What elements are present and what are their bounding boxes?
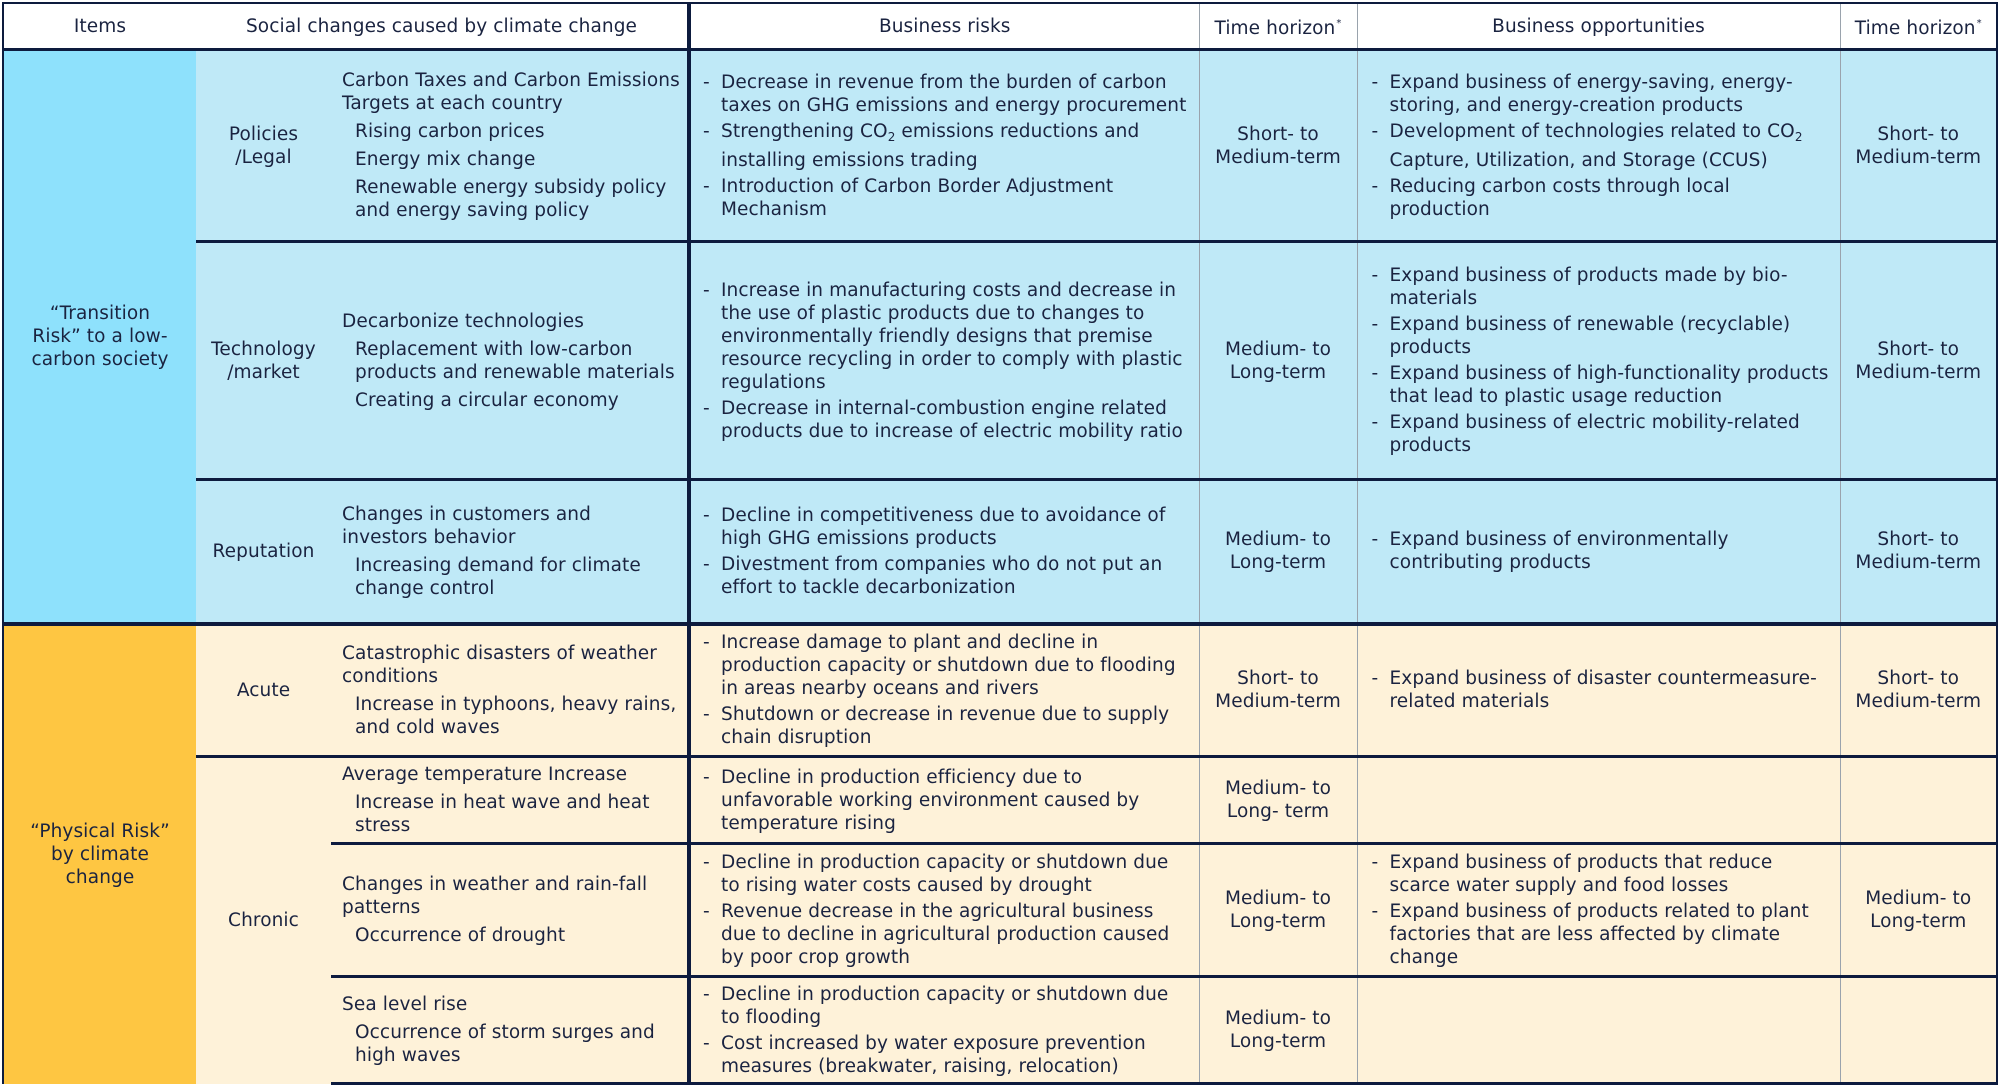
social-changes-cell [331,242,689,480]
business-risk-item: - Revenue decrease in the agricultural business due to decline in agricultural production caused by poor crop growth [699,900,1191,969]
time-horizon-value: Short- to Medium-term [1855,529,1982,574]
business-risk-item-list [699,983,1191,1078]
social-change-item: Renewable energy subsidy policy and energy saving policy [355,177,667,221]
business-opportunities-cell [1357,624,1840,757]
business-opportunity-item: - Expand business of environmentally contributing products [1368,528,1834,574]
opportunity-time-horizon [1840,844,1997,977]
header-business-opportunities-label: Business opportunities [1492,15,1705,37]
business-risk-item: - Decline in competitiveness due to avoidance of high GHG emissions products [699,504,1191,550]
time-horizon-value: Medium- to Long-term [1224,1008,1332,1052]
social-change-title: Catastrophic disasters of weather conditions [342,642,657,687]
business-risk-item: - Increase damage to plant and decline in production capacity or shutdown due to flooding in areas nearby oceans and rivers [699,631,1191,700]
opportunity-time-horizon [1840,977,1997,1084]
time-horizon-value: Medium- to Long- term [1224,778,1332,822]
business-opportunity-item: - Development of technologies related to $CO_2$ Capture, Utilization, and Storage (CCUS) [1368,120,1834,172]
subcategory-label: Reputation [212,540,315,562]
business-risk-item: - Divestment from companies who do not put an effort to tackle decarbonization [699,553,1191,599]
business-risk-item: - Decline in production efficiency due to unfavorable working environment caused by temperature rising [699,766,1191,835]
business-risk-item: - Strengthening $CO_2$ emissions reductions and installing emissions trading [699,120,1191,172]
business-risks-cell [689,624,1199,757]
business-risk-item-list [699,279,1191,443]
business-risk-item: - Decline in production capacity or shutdown due to rising water costs caused by drought [699,851,1191,897]
business-opportunity-item-list [1368,71,1834,221]
time-horizon-value: Short- to Medium-term [1215,123,1341,168]
social-change-title: Decarbonize technologies [342,310,584,332]
footnote-mark: * [1976,18,1982,29]
business-risk-item: - Increase in manufacturing costs and decrease in the use of plastic products due to changes to environmentally friendly designs that premise resource recycling in order to comply with plastic regulations [699,279,1191,394]
risk-time-horizon [1199,242,1357,480]
social-changes-cell [331,50,689,242]
table-row [3,624,1997,757]
header-social-changes-label: Social changes caused by climate change [245,15,638,37]
subscript-2: 2 [887,129,896,144]
social-change-item: Rising carbon prices [355,121,545,142]
social-change-title: Changes in customers and investors behavior [342,503,591,548]
business-risks-cell [689,50,1199,242]
header-business-risks-label: Business risks [878,15,1011,37]
social-change-item: Occurrence of storm surges and high waves [355,1022,655,1066]
subcategory-label: Policies /Legal [228,123,299,168]
subcategory-cell [196,624,331,757]
business-risks-cell [689,480,1199,624]
header-business-risks [689,3,1199,50]
risk-time-horizon [1199,624,1357,757]
business-risk-item: - Decrease in revenue from the burden of carbon taxes on GHG emissions and energy procurement [699,71,1191,117]
time-horizon-value: Medium- to Long-term [1224,338,1332,383]
business-opportunity-item: - Expand business of products that reduce scarce water supply and food losses [1368,851,1834,897]
category-physical-risk [3,624,196,1084]
business-risks-cell [689,242,1199,480]
footnote-mark: * [1336,18,1342,29]
business-opportunity-item-list [1368,667,1834,713]
business-opportunities-cell [1357,242,1840,480]
business-risk-item-list [699,71,1191,221]
table-row [3,757,1997,844]
social-change-item: Occurrence of drought [355,925,566,946]
business-opportunity-item: - Expand business of energy-saving, energy-storing, and energy-creation products [1368,71,1834,117]
subcategory-label: Acute [236,679,291,701]
business-opportunity-item-list [1368,851,1834,969]
business-opportunity-item: - Reducing carbon costs through local production [1368,175,1834,221]
table-row [3,242,1997,480]
opportunity-time-horizon [1840,480,1997,624]
social-changes-cell [331,757,689,844]
header-social-changes [196,3,689,50]
header-row [3,3,1997,50]
header-time-horizon-label: Time horizon [1214,18,1336,39]
social-changes-cell [331,977,689,1084]
time-horizon-value: Short- to Medium-term [1855,123,1982,168]
business-opportunity-item: - Expand business of high-functionality products that lead to plastic usage reduction [1368,362,1834,408]
social-change-item: Increasing demand for climate change control [355,554,641,599]
business-opportunities-cell [1357,50,1840,242]
subscript-2: 2 [1794,129,1803,144]
social-change-item: Increase in typhoons, heavy rains, and cold waves [355,693,677,738]
social-change-title: Sea level rise [342,994,468,1015]
social-change-item: Energy mix change [355,149,536,170]
business-opportunity-item-list [1368,528,1834,574]
social-changes-cell [331,624,689,757]
time-horizon-value: Short- to Medium-term [1855,668,1982,713]
social-change-title: Average temperature Increase [342,764,628,785]
table-row [3,480,1997,624]
risk-time-horizon [1199,757,1357,844]
business-opportunities-cell [1357,480,1840,624]
social-change-item: Increase in heat wave and heat stress [355,792,650,836]
social-change-item: Creating a circular economy [355,389,619,411]
business-opportunity-item: - Expand business of products made by bio-materials [1368,264,1834,310]
header-opportunity-time-horizon [1840,3,1997,50]
risk-time-horizon [1199,977,1357,1084]
risk-time-horizon [1199,50,1357,242]
subcategory-cell [196,480,331,624]
risk-time-horizon [1199,844,1357,977]
opportunity-time-horizon [1840,50,1997,242]
subcategory-label: Chronic [228,910,299,932]
business-risks-cell [689,844,1199,977]
business-opportunity-item: - Expand business of products related to plant factories that are less affected by climate change [1368,900,1834,969]
social-change-item: Replacement with low-carbon products and renewable materials [355,338,675,383]
category-transition-risk [3,50,196,624]
business-risk-item-list [699,631,1191,749]
business-opportunity-item: - Expand business of disaster countermeasure-related materials [1368,667,1834,713]
opportunity-time-horizon [1840,757,1997,844]
header-business-opportunities [1357,3,1840,50]
social-changes-cell [331,480,689,624]
time-horizon-value: Short- to Medium-term [1855,338,1982,383]
social-change-title: Carbon Taxes and Carbon Emissions Targets at each country [342,70,680,114]
business-opportunity-item: - Expand business of electric mobility-related products [1368,411,1834,457]
header-risk-time-horizon [1199,3,1357,50]
header-items [3,3,196,50]
climate-risk-table [2,2,1998,1085]
business-risks-cell [689,977,1199,1084]
business-risk-item: - Shutdown or decrease in revenue due to supply chain disruption [699,703,1191,749]
business-risk-item: - Decline in production capacity or shutdown due to flooding [699,983,1191,1029]
subcategory-cell [196,757,331,1084]
business-risk-item: - Decrease in internal-combustion engine related products due to increase of electric mobility ratio [699,397,1191,443]
category-label: “Transition Risk” to a low-carbon society [31,302,169,370]
business-risks-cell [689,757,1199,844]
business-risk-item: - Cost increased by water exposure prevention measures (breakwater, raising, relocation) [699,1032,1191,1078]
table-row [3,50,1997,242]
risk-time-horizon [1199,480,1357,624]
social-changes-cell [331,844,689,977]
time-horizon-value: Medium- to Long-term [1865,888,1972,932]
time-horizon-value: Short- to Medium-term [1215,668,1341,713]
business-risk-item-list [699,504,1191,599]
opportunity-time-horizon [1840,242,1997,480]
time-horizon-value: Medium- to Long-term [1224,888,1332,932]
business-risk-item: - Introduction of Carbon Border Adjustment Mechanism [699,175,1191,221]
subcategory-cell [196,50,331,242]
time-horizon-value: Medium- to Long-term [1224,529,1332,574]
business-opportunity-item-list [1368,264,1834,457]
header-time-horizon-label: Time horizon [1854,18,1976,39]
header-items-label: Items [73,15,127,37]
business-opportunities-cell [1357,757,1840,844]
subcategory-cell [196,242,331,480]
business-opportunities-cell [1357,977,1840,1084]
opportunity-time-horizon [1840,624,1997,757]
category-label: “Physical Risk” by climate change [30,821,170,888]
business-opportunities-cell [1357,844,1840,977]
subcategory-label: Technology /market [211,338,316,383]
business-opportunity-item: - Expand business of renewable (recyclable) products [1368,313,1834,359]
business-risk-item-list [699,766,1191,835]
business-risk-item-list [699,851,1191,969]
social-change-title: Changes in weather and rain-fall patterns [342,874,648,918]
